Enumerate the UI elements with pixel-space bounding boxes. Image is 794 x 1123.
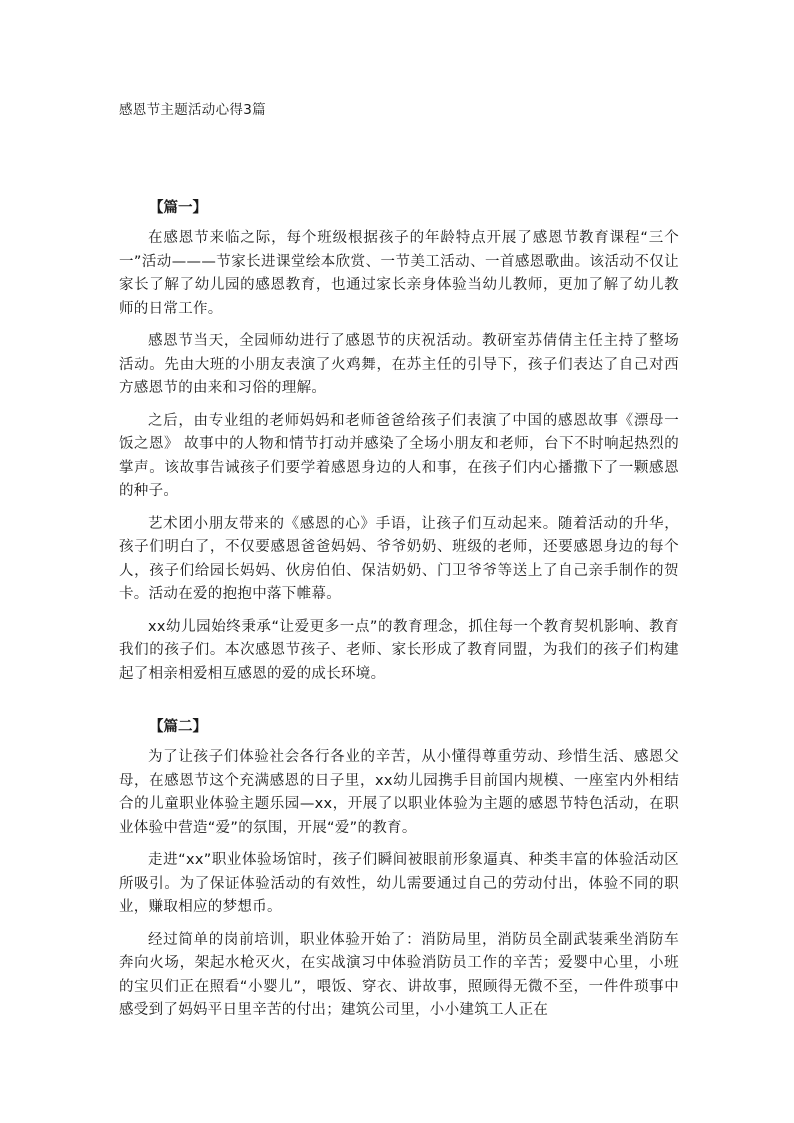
paragraph: 之后，由专业组的老师妈妈和老师爸爸给孩子们表演了中国的感恩故事《漂母一饭之恩》 故事中的人物和情节打动并感染了全场小朋友和老师，台下不时响起热烈的掌声。该故事告诫孩子们要学着感恩身边的人和事，在孩子们内心播撒下了一颗感恩的种子。 [119, 412, 679, 499]
paragraph: xx幼儿园始终秉承“让爱更多一点”的教育理念，抓住每一个教育契机影响、教育我们的孩子们。本次感恩节孩子、老师、家长形成了教育同盟，为我们的孩子们构建起了相亲相爱相互感恩的爱的成长环境。 [119, 618, 679, 682]
document-body [119, 198, 679, 1054]
paragraph: 艺术团小朋友带来的《感恩的心》手语，让孩子们互动起来。随着活动的升华，孩子们明白了，不仅要感恩爸爸妈妈、爷爷奶奶、班级的老师，还要感恩身边的每个人，孩子们给园长妈妈、伙房伯伯、保洁奶奶、门卫爷爷等送上了自己亲手制作的贺卡。活动在爱的抱抱中落下帷幕。 [119, 515, 679, 602]
paragraph: 经过简单的岗前培训，职业体验开始了：消防局里，消防员全副武装乘坐消防车奔向火场，架起水枪灭火，在实战演习中体验消防员工作的辛苦；爱婴中心里，小班的宝贝们正在照看“小婴儿”，喂饭、穿衣、讲故事，照顾得无微不至，一件件琐事中感受到了妈妈平日里辛苦的付出；建筑公司里，小小建筑工人正在 [119, 931, 679, 1018]
section-heading: 【篇二】 [149, 719, 207, 735]
paragraph: 在感恩节来临之际，每个班级根据孩子的年龄特点开展了感恩节教育课程“三个一”活动———节家长进课堂绘本欣赏、一节美工活动、一首感恩歌曲。该活动不仅让家长了解了幼儿园的感恩教育，也通过家长亲身体验当幼儿教师，更加了解了幼儿教师的日常工作。 [119, 230, 679, 317]
section-2 [119, 717, 679, 1023]
paragraph: 为了让孩子们体验社会各行各业的辛苦，从小懂得尊重劳动、珍惜生活、感恩父母，在感恩节这个充满感恩的日子里，xx幼儿园携手目前国内规模、一座室内外相结合的儿童职业体验主题乐园—xx，开展了以职业体验为主题的感恩节特色活动，在职业体验中营造“爱”的氛围，开展“爱”的教育。 [119, 749, 679, 836]
section-heading: 【篇一】 [149, 200, 207, 216]
paragraph: 走进“xx”职业体验场馆时，孩子们瞬间被眼前形象逼真、种类丰富的体验活动区所吸引。为了保证体验活动的有效性，幼儿需要通过自己的劳动付出，体验不同的职业，赚取相应的梦想币。 [119, 852, 679, 915]
document-title: 感恩节主题活动心得3篇 [119, 102, 266, 118]
paragraph: 感恩节当天，全园师幼进行了感恩节的庆祝活动。教研室苏倩倩主任主持了整场活动。先由大班的小朋友表演了火鸡舞，在苏主任的引导下，孩子们表达了自己对西方感恩节的由来和习俗的理解。 [119, 333, 679, 396]
section-1 [119, 198, 679, 686]
